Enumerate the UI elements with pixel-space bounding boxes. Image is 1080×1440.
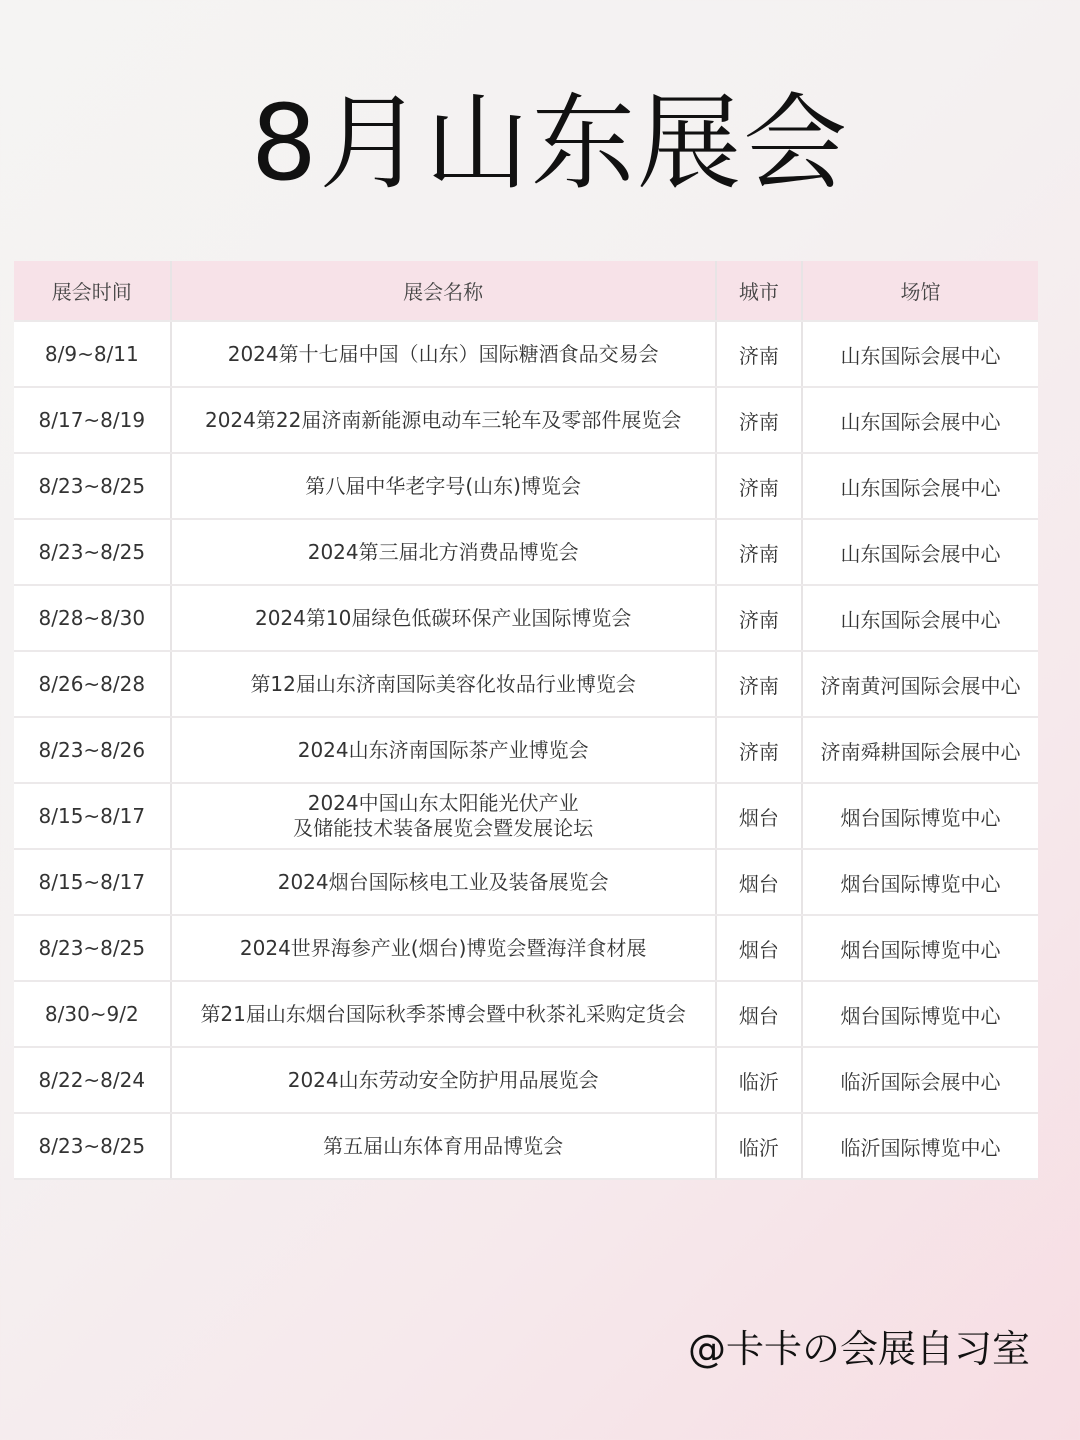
cell-date: 8/23~8/25 (14, 519, 171, 585)
table-row (14, 321, 1038, 387)
exhibition-table (14, 261, 1038, 1180)
table-row (14, 717, 1038, 783)
table-row (14, 981, 1038, 1047)
table-row (14, 651, 1038, 717)
table-header-row (14, 261, 1038, 321)
cell-name: 2024烟台国际核电工业及装备展览会 (171, 849, 716, 915)
table-row (14, 1113, 1038, 1179)
cell-name: 第五届山东体育用品博览会 (171, 1113, 716, 1179)
cell-venue: 山东国际会展中心 (802, 585, 1038, 651)
page-title: 8月山东展会 (250, 82, 850, 204)
table-row (14, 585, 1038, 651)
cell-name: 2024第三届北方消费品博览会 (171, 519, 716, 585)
cell-city: 济南 (716, 519, 802, 585)
cell-name: 第21届山东烟台国际秋季茶博会暨中秋茶礼采购定货会 (171, 981, 716, 1047)
cell-venue: 临沂国际会展中心 (802, 1047, 1038, 1113)
cell-city: 济南 (716, 651, 802, 717)
cell-city: 烟台 (716, 981, 802, 1047)
cell-venue: 山东国际会展中心 (802, 321, 1038, 387)
cell-venue: 山东国际会展中心 (802, 519, 1038, 585)
cell-city: 临沂 (716, 1047, 802, 1113)
cell-date: 8/30~9/2 (14, 981, 171, 1047)
cell-date: 8/17~8/19 (14, 387, 171, 453)
header-name: 展会名称 (171, 261, 716, 321)
cell-date: 8/9~8/11 (14, 321, 171, 387)
cell-venue: 山东国际会展中心 (802, 387, 1038, 453)
cell-city: 济南 (716, 321, 802, 387)
cell-venue: 烟台国际博览中心 (802, 849, 1038, 915)
table-row (14, 453, 1038, 519)
cell-date: 8/23~8/25 (14, 453, 171, 519)
cell-name: 2024中国山东太阳能光伏产业 及储能技术装备展览会暨发展论坛 (171, 783, 716, 849)
cell-city: 烟台 (716, 783, 802, 849)
cell-city: 济南 (716, 387, 802, 453)
cell-venue: 临沂国际博览中心 (802, 1113, 1038, 1179)
header-date: 展会时间 (14, 261, 171, 321)
cell-name: 2024第22届济南新能源电动车三轮车及零部件展览会 (171, 387, 716, 453)
cell-city: 济南 (716, 717, 802, 783)
table-row (14, 387, 1038, 453)
cell-date: 8/28~8/30 (14, 585, 171, 651)
cell-name: 2024第十七届中国（山东）国际糖酒食品交易会 (171, 321, 716, 387)
cell-city: 济南 (716, 585, 802, 651)
table-row (14, 1047, 1038, 1113)
cell-venue: 山东国际会展中心 (802, 453, 1038, 519)
cell-city: 临沂 (716, 1113, 802, 1179)
cell-city: 烟台 (716, 915, 802, 981)
cell-date: 8/23~8/25 (14, 915, 171, 981)
cell-name: 2024山东劳动安全防护用品展览会 (171, 1047, 716, 1113)
table-row (14, 915, 1038, 981)
cell-city: 烟台 (716, 849, 802, 915)
cell-date: 8/15~8/17 (14, 783, 171, 849)
table-row (14, 519, 1038, 585)
table-row (14, 849, 1038, 915)
cell-name: 2024山东济南国际茶产业博览会 (171, 717, 716, 783)
cell-name: 2024世界海参产业(烟台)博览会暨海洋食材展 (171, 915, 716, 981)
header-city: 城市 (716, 261, 802, 321)
author-watermark: @卡卡の会展自习室 (687, 1327, 1030, 1371)
cell-date: 8/22~8/24 (14, 1047, 171, 1113)
cell-name: 第12届山东济南国际美容化妆品行业博览会 (171, 651, 716, 717)
table-row (14, 783, 1038, 849)
cell-venue: 烟台国际博览中心 (802, 783, 1038, 849)
cell-date: 8/26~8/28 (14, 651, 171, 717)
cell-venue: 烟台国际博览中心 (802, 915, 1038, 981)
cell-name: 2024第10届绿色低碳环保产业国际博览会 (171, 585, 716, 651)
cell-venue: 济南黄河国际会展中心 (802, 651, 1038, 717)
cell-venue: 济南舜耕国际会展中心 (802, 717, 1038, 783)
cell-date: 8/15~8/17 (14, 849, 171, 915)
cell-name: 第八届中华老字号(山东)博览会 (171, 453, 716, 519)
cell-venue: 烟台国际博览中心 (802, 981, 1038, 1047)
header-venue: 场馆 (802, 261, 1038, 321)
cell-date: 8/23~8/25 (14, 1113, 171, 1179)
cell-city: 济南 (716, 453, 802, 519)
cell-date: 8/23~8/26 (14, 717, 171, 783)
